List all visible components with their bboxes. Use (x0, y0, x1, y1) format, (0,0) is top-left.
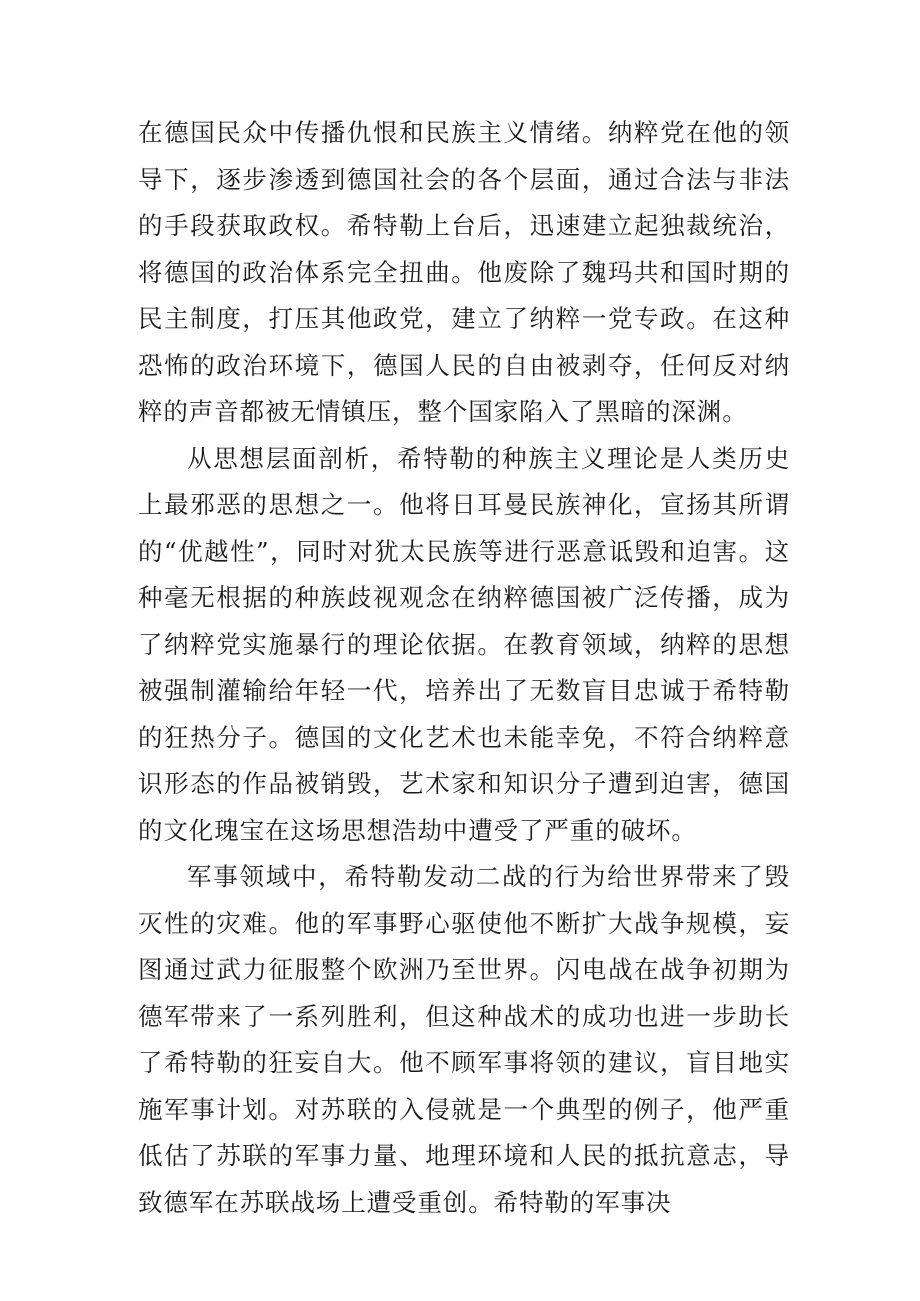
document-body (138, 110, 790, 1226)
paragraph-2: 从思想层面剖析，希特勒的种族主义理论是人类历史上最邪恶的思想之一。他将日耳曼民族神化，宣扬其所谓的“优越性”，同时对犹太民族等进行恶意诋毁和迫害。这种毫无根据的种族歧视观念在纳粹德国被广泛传播，成为了纳粹党实施暴行的理论依据。在教育领域，纳粹的思想被强制灌输给年轻一代，培养出了无数盲目忠诚于希特勒的狂热分子。德国的文化艺术也未能幸免，不符合纳粹意识形态的作品被销毁，艺术家和知识分子遭到迫害，德国的文化瑰宝在这场思想浩劫中遭受了严重的破坏。 (138, 443, 790, 845)
paragraph-1: 在德国民众中传播仇恨和民族主义情绪。纳粹党在他的领导下，逐步渗透到德国社会的各个层面，通过合法与非法的手段获取政权。希特勒上台后，迅速建立起独裁统治，将德国的政治体系完全扭曲。他废除了魏玛共和国时期的民主制度，打压其他政党，建立了纳粹一党专政。在这种恐怖的政治环境下，德国人民的自由被剥夺，任何反对纳粹的声音都被无情镇压，整个国家陷入了黑暗的深渊。 (138, 118, 790, 426)
paragraph-3: 军事领域中，希特勒发动二战的行为给世界带来了毁灭性的灾难。他的军事野心驱使他不断扩大战争规模，妄图通过武力征服整个欧洲乃至世界。闪电战在战争初期为德军带来了一系列胜利，但这种战术的成功也进一步助长了希特勒的狂妄自大。他不顾军事将领的建议，盲目地实施军事计划。对苏联的入侵就是一个典型的例子，他严重低估了苏联的军事力量、地理环境和人民的抵抗意志，导致德军在苏联战场上遭受重创。希特勒的军事决 (138, 862, 790, 1217)
